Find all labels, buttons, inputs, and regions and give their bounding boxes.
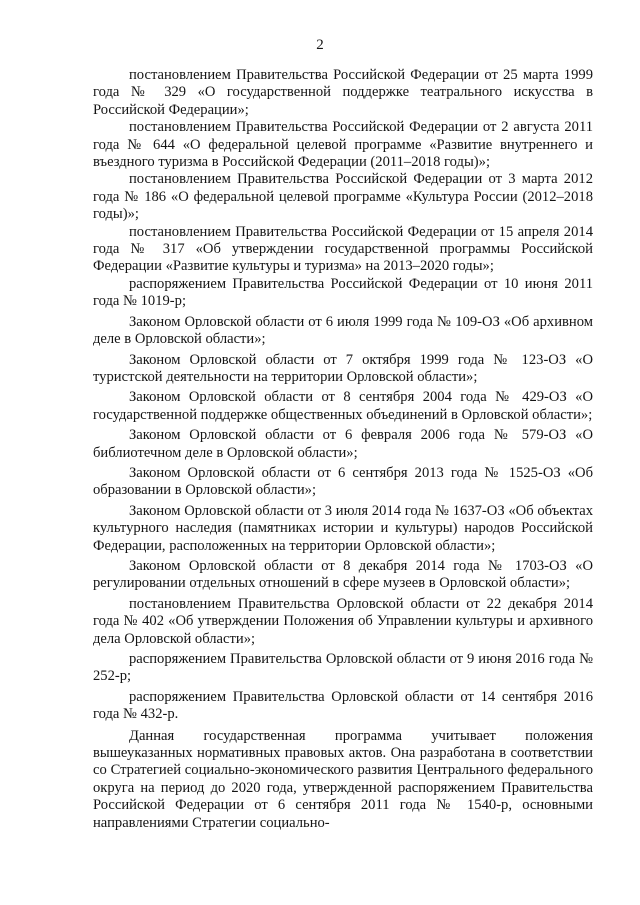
paragraph-law-1637: Законом Орловской области от 3 июля 2014 года № 1637-ОЗ «Об объектах культурного наследия (памятниках истории и культуры) народов Российской Федерации, расположенных на территории Орловской области»; xyxy=(93,502,593,554)
paragraph-rp-432: распоряжением Правительства Орловской области от 14 сентября 2016 года № 432-р. xyxy=(93,688,593,723)
paragraph-rp-1019: распоряжением Правительства Российской Федерации от 10 июня 2011 года № 1019-р; xyxy=(93,275,593,310)
paragraph-rp-252: распоряжением Правительства Орловской области от 9 июня 2016 года № 252-р; xyxy=(93,651,593,685)
paragraph-pp-186: постановлением Правительства Российской Федерации от 3 марта 2012 года № 186 «О федеральной целевой программе «Культура России (2012–2018 годы)»; xyxy=(93,171,593,223)
paragraph-pp-317: постановлением Правительства Российской Федерации от 15 апреля 2014 года № 317 «Об утверждении государственной программы Российской Федерации «Развитие культуры и туризма» на 2013–2020 годы»; xyxy=(93,223,593,275)
paragraph-law-579: Законом Орловской области от 6 февраля 2006 года № 579-ОЗ «О библиотечном деле в Орловской области»; xyxy=(93,427,593,461)
paragraph-pp-644: постановлением Правительства Российской Федерации от 2 августа 2011 года № 644 «О федеральной целевой программе «Развитие внутреннего и въездного туризма в Российской Федерации (2011–2018 годы)»; xyxy=(93,119,593,171)
paragraph-pp-329: постановлением Правительства Российской Федерации от 25 марта 1999 года № 329 «О государственной поддержке театрального искусства в Российской Федерации»; xyxy=(93,67,593,118)
paragraph-pp-402: постановлением Правительства Орловской области от 22 декабря 2014 года № 402 «Об утверждении Положения об Управлении культуры и архивного дела Орловской области»; xyxy=(93,595,593,647)
paragraph-program-basis: Данная государственная программа учитывает положения вышеуказанных нормативных правовых актов. Она разработана в соответствии со Стратегией социально-экономического развития Центрального федерального округа на период до 2020 года, утвержденной распоряжением Правительства Российской Федерации от 6 сентября 2011 года № 1540-р, основными направлениями Стратегии социально- xyxy=(93,727,593,831)
paragraph-law-1525: Законом Орловской области от 6 сентября 2013 года № 1525-ОЗ «Об образовании в Орловской области»; xyxy=(93,464,593,499)
page-number: 2 xyxy=(316,37,324,53)
paragraph-law-109: Законом Орловской области от 6 июля 1999 года № 109-ОЗ «Об архивном деле в Орловской области»; xyxy=(93,313,593,348)
paragraph-law-429: Законом Орловской области от 8 сентября 2004 года № 429-ОЗ «О государственной поддержке общественных объединений в Орловской области»; xyxy=(93,389,593,423)
paragraph-law-123: Законом Орловской области от 7 октября 1999 года № 123-ОЗ «О туристской деятельности на территории Орловской области»; xyxy=(93,351,593,385)
paragraph-law-1703: Законом Орловской области от 8 декабря 2014 года № 1703-ОЗ «О регулировании отдельных отношений в сфере музеев в Орловской области»; xyxy=(93,557,593,592)
document-body xyxy=(93,67,593,832)
